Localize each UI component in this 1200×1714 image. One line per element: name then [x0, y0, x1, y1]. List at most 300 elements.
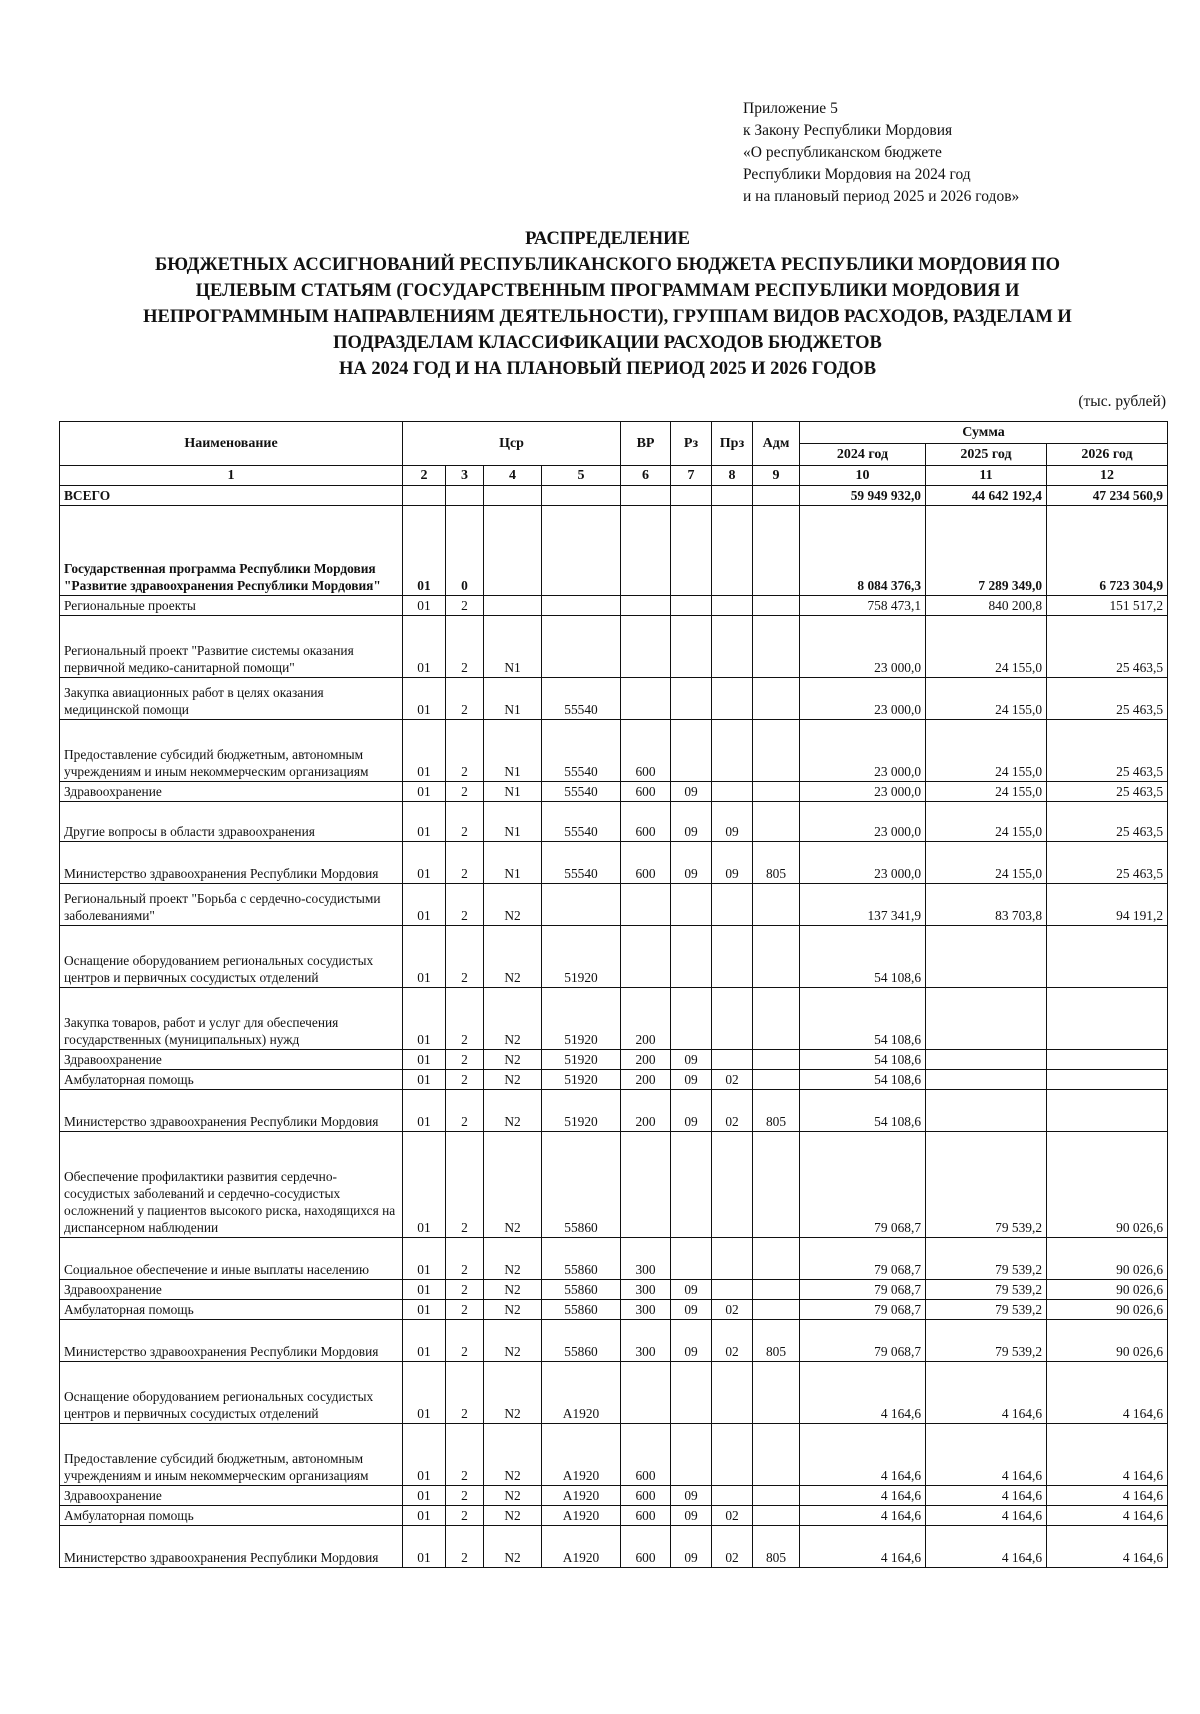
- amount-2024: 54 108,6: [800, 1090, 926, 1132]
- amount-2025: 24 155,0: [926, 782, 1047, 802]
- csr-project-code: N2: [484, 926, 542, 988]
- amount-2026: 4 164,6: [1047, 1424, 1168, 1486]
- csr-direction-code: 51920: [542, 1090, 621, 1132]
- rz-code: 09: [671, 1506, 712, 1526]
- csr-program-code: 01: [403, 1050, 446, 1070]
- amount-2026: 25 463,5: [1047, 616, 1168, 678]
- amount-2026: 6 723 304,9: [1047, 506, 1168, 596]
- rz-code: [671, 988, 712, 1050]
- csr-direction-code: [542, 486, 621, 506]
- amount-2025: 24 155,0: [926, 802, 1047, 842]
- amount-2024: 23 000,0: [800, 720, 926, 782]
- table-row: [60, 988, 1168, 1050]
- amount-2024: 79 068,7: [800, 1238, 926, 1280]
- vr-code: [621, 506, 671, 596]
- table-header: [60, 422, 1168, 486]
- adm-code: [753, 486, 800, 506]
- amount-2025: [926, 926, 1047, 988]
- column-number: 9: [753, 466, 800, 486]
- prz-code: [712, 486, 753, 506]
- prz-code: 09: [712, 802, 753, 842]
- csr-direction-code: 51920: [542, 1070, 621, 1090]
- adm-code: [753, 1238, 800, 1280]
- rz-code: 09: [671, 842, 712, 884]
- csr-project-code: N2: [484, 1300, 542, 1320]
- vr-code: 600: [621, 802, 671, 842]
- amount-2026: [1047, 926, 1168, 988]
- table-row: [60, 1070, 1168, 1090]
- header-vr: ВР: [621, 422, 671, 466]
- rz-code: 09: [671, 1526, 712, 1568]
- row-name: Государственная программа Республики Мордовия "Развитие здравоохранения Республики Мордовия": [60, 506, 403, 596]
- row-name: Здравоохранение: [60, 1050, 403, 1070]
- amount-2026: 90 026,6: [1047, 1280, 1168, 1300]
- amount-2026: [1047, 1050, 1168, 1070]
- csr-subprogram-code: 2: [446, 1362, 484, 1424]
- csr-program-code: 01: [403, 1320, 446, 1362]
- vr-code: 200: [621, 1050, 671, 1070]
- csr-program-code: 01: [403, 988, 446, 1050]
- row-name: Региональный проект "Развитие системы оказания первичной медико-санитарной помощи": [60, 616, 403, 678]
- csr-project-code: N2: [484, 1424, 542, 1486]
- rz-code: [671, 720, 712, 782]
- amount-2026: 25 463,5: [1047, 842, 1168, 884]
- csr-direction-code: A1920: [542, 1526, 621, 1568]
- column-number: 10: [800, 466, 926, 486]
- adm-code: [753, 1486, 800, 1506]
- budget-table: [59, 421, 1168, 1568]
- vr-code: 300: [621, 1280, 671, 1300]
- amount-2025: 4 164,6: [926, 1506, 1047, 1526]
- title-line: БЮДЖЕТНЫХ АССИГНОВАНИЙ РЕСПУБЛИКАНСКОГО БЮДЖЕТА РЕСПУБЛИКИ МОРДОВИЯ ПО: [154, 255, 1060, 275]
- amount-2024: 4 164,6: [800, 1506, 926, 1526]
- table-row: [60, 782, 1168, 802]
- appendix-note: [743, 98, 1019, 208]
- amount-2024: 79 068,7: [800, 1132, 926, 1238]
- row-name: Закупка товаров, работ и услуг для обеспечения государственных (муниципальных) нужд: [60, 988, 403, 1050]
- adm-code: [753, 1362, 800, 1424]
- row-name: Закупка авиационных работ в целях оказания медицинской помощи: [60, 678, 403, 720]
- vr-code: [621, 596, 671, 616]
- prz-code: [712, 1132, 753, 1238]
- adm-code: 805: [753, 842, 800, 884]
- csr-program-code: 01: [403, 720, 446, 782]
- csr-direction-code: [542, 596, 621, 616]
- column-number: 6: [621, 466, 671, 486]
- table-row: [60, 596, 1168, 616]
- vr-code: 600: [621, 1424, 671, 1486]
- adm-code: [753, 802, 800, 842]
- table-row: [60, 720, 1168, 782]
- csr-project-code: N1: [484, 720, 542, 782]
- csr-direction-code: [542, 506, 621, 596]
- amount-2026: 25 463,5: [1047, 782, 1168, 802]
- amount-2025: 24 155,0: [926, 678, 1047, 720]
- adm-code: [753, 988, 800, 1050]
- amount-2025: [926, 988, 1047, 1050]
- column-number-row: [60, 466, 1168, 486]
- csr-project-code: N2: [484, 1526, 542, 1568]
- csr-project-code: N2: [484, 884, 542, 926]
- csr-project-code: [484, 596, 542, 616]
- amount-2025: 840 200,8: [926, 596, 1047, 616]
- adm-code: [753, 1300, 800, 1320]
- appendix-line: Республики Мордовия на 2024 год: [743, 166, 971, 183]
- amount-2025: [926, 1050, 1047, 1070]
- amount-2026: 25 463,5: [1047, 720, 1168, 782]
- table-row: [60, 1320, 1168, 1362]
- column-number: 8: [712, 466, 753, 486]
- csr-direction-code: [542, 616, 621, 678]
- amount-2025: 79 539,2: [926, 1238, 1047, 1280]
- row-name: Предоставление субсидий бюджетным, автономным учреждениям и иным некоммерческим организациям: [60, 1424, 403, 1486]
- column-number: 4: [484, 466, 542, 486]
- adm-code: [753, 616, 800, 678]
- table-row: [60, 486, 1168, 506]
- table-row: [60, 1506, 1168, 1526]
- amount-2026: 4 164,6: [1047, 1486, 1168, 1506]
- csr-subprogram-code: 2: [446, 720, 484, 782]
- vr-code: [621, 616, 671, 678]
- header-name: Наименование: [60, 422, 403, 466]
- csr-subprogram-code: 0: [446, 506, 484, 596]
- amount-2024: 79 068,7: [800, 1320, 926, 1362]
- table-row: [60, 802, 1168, 842]
- prz-code: 02: [712, 1070, 753, 1090]
- row-name: ВСЕГО: [60, 486, 403, 506]
- table-row: [60, 678, 1168, 720]
- appendix-line: и на плановый период 2025 и 2026 годов»: [743, 188, 1020, 205]
- row-name: Амбулаторная помощь: [60, 1506, 403, 1526]
- amount-2024: 4 164,6: [800, 1486, 926, 1506]
- amount-2025: 24 155,0: [926, 720, 1047, 782]
- prz-code: [712, 678, 753, 720]
- amount-2024: 23 000,0: [800, 782, 926, 802]
- row-name: Амбулаторная помощь: [60, 1070, 403, 1090]
- csr-program-code: 01: [403, 506, 446, 596]
- csr-project-code: [484, 506, 542, 596]
- amount-2025: 4 164,6: [926, 1424, 1047, 1486]
- prz-code: 02: [712, 1090, 753, 1132]
- row-name: Амбулаторная помощь: [60, 1300, 403, 1320]
- prz-code: [712, 1424, 753, 1486]
- column-number: 2: [403, 466, 446, 486]
- amount-2025: 4 164,6: [926, 1486, 1047, 1506]
- rz-code: 09: [671, 1300, 712, 1320]
- csr-program-code: 01: [403, 842, 446, 884]
- amount-2026: 90 026,6: [1047, 1300, 1168, 1320]
- adm-code: 805: [753, 1320, 800, 1362]
- amount-2024: 59 949 932,0: [800, 486, 926, 506]
- table-row: [60, 926, 1168, 988]
- amount-2026: [1047, 988, 1168, 1050]
- column-number: 7: [671, 466, 712, 486]
- amount-2024: 54 108,6: [800, 988, 926, 1050]
- table-row: [60, 1132, 1168, 1238]
- csr-subprogram-code: 2: [446, 802, 484, 842]
- appendix-line: «О республиканском бюджете: [743, 144, 942, 161]
- csr-direction-code: 55860: [542, 1300, 621, 1320]
- rz-code: 09: [671, 782, 712, 802]
- csr-subprogram-code: 2: [446, 926, 484, 988]
- csr-program-code: [403, 486, 446, 506]
- row-name: Министерство здравоохранения Республики Мордовия: [60, 1526, 403, 1568]
- csr-subprogram-code: 2: [446, 1090, 484, 1132]
- table-row: [60, 1280, 1168, 1300]
- table-row: [60, 842, 1168, 884]
- adm-code: [753, 926, 800, 988]
- units-label: (тыс. рублей): [1078, 393, 1166, 410]
- vr-code: 300: [621, 1300, 671, 1320]
- csr-direction-code: 51920: [542, 926, 621, 988]
- csr-subprogram-code: 2: [446, 1300, 484, 1320]
- header-sum: Сумма: [800, 422, 1168, 444]
- csr-direction-code: 55860: [542, 1320, 621, 1362]
- amount-2026: 151 517,2: [1047, 596, 1168, 616]
- csr-direction-code: 51920: [542, 1050, 621, 1070]
- row-name: Региональные проекты: [60, 596, 403, 616]
- row-name: Оснащение оборудованием региональных сосудистых центров и первичных сосудистых отделений: [60, 1362, 403, 1424]
- prz-code: [712, 926, 753, 988]
- amount-2026: 90 026,6: [1047, 1132, 1168, 1238]
- table-row: [60, 506, 1168, 596]
- csr-project-code: N1: [484, 802, 542, 842]
- vr-code: [621, 678, 671, 720]
- amount-2025: 4 164,6: [926, 1362, 1047, 1424]
- csr-subprogram-code: 2: [446, 1238, 484, 1280]
- csr-direction-code: 51920: [542, 988, 621, 1050]
- adm-code: [753, 1050, 800, 1070]
- amount-2024: 4 164,6: [800, 1424, 926, 1486]
- amount-2024: 54 108,6: [800, 1050, 926, 1070]
- column-number: 11: [926, 466, 1047, 486]
- csr-subprogram-code: 2: [446, 1070, 484, 1090]
- csr-subprogram-code: 2: [446, 1424, 484, 1486]
- adm-code: [753, 782, 800, 802]
- vr-code: 200: [621, 1070, 671, 1090]
- prz-code: [712, 596, 753, 616]
- amount-2024: 54 108,6: [800, 926, 926, 988]
- header-2024: 2024 год: [800, 444, 926, 466]
- csr-subprogram-code: 2: [446, 1506, 484, 1526]
- prz-code: [712, 988, 753, 1050]
- vr-code: 600: [621, 842, 671, 884]
- vr-code: 600: [621, 782, 671, 802]
- table-row: [60, 1300, 1168, 1320]
- csr-project-code: N2: [484, 1090, 542, 1132]
- column-number: 5: [542, 466, 621, 486]
- amount-2024: 79 068,7: [800, 1300, 926, 1320]
- header-2026: 2026 год: [1047, 444, 1168, 466]
- csr-program-code: 01: [403, 1424, 446, 1486]
- adm-code: 805: [753, 1090, 800, 1132]
- csr-subprogram-code: 2: [446, 782, 484, 802]
- csr-direction-code: A1920: [542, 1362, 621, 1424]
- amount-2025: 79 539,2: [926, 1320, 1047, 1362]
- appendix-line: Приложение 5: [743, 100, 838, 117]
- csr-program-code: 01: [403, 1362, 446, 1424]
- csr-project-code: N2: [484, 1238, 542, 1280]
- title-line: РАСПРЕДЕЛЕНИЕ: [525, 229, 690, 249]
- csr-project-code: N2: [484, 1486, 542, 1506]
- rz-code: [671, 926, 712, 988]
- rz-code: [671, 596, 712, 616]
- amount-2024: 4 164,6: [800, 1362, 926, 1424]
- row-name: Другие вопросы в области здравоохранения: [60, 802, 403, 842]
- rz-code: 09: [671, 1280, 712, 1300]
- rz-code: [671, 1362, 712, 1424]
- csr-project-code: N1: [484, 678, 542, 720]
- amount-2025: 44 642 192,4: [926, 486, 1047, 506]
- vr-code: [621, 1132, 671, 1238]
- rz-code: 09: [671, 1070, 712, 1090]
- csr-subprogram-code: 2: [446, 842, 484, 884]
- csr-program-code: 01: [403, 926, 446, 988]
- adm-code: [753, 1280, 800, 1300]
- rz-code: [671, 1424, 712, 1486]
- amount-2024: 137 341,9: [800, 884, 926, 926]
- prz-code: 02: [712, 1300, 753, 1320]
- vr-code: 600: [621, 1486, 671, 1506]
- vr-code: 600: [621, 720, 671, 782]
- amount-2025: 83 703,8: [926, 884, 1047, 926]
- vr-code: 600: [621, 1506, 671, 1526]
- vr-code: 600: [621, 1526, 671, 1568]
- column-number: 3: [446, 466, 484, 486]
- csr-program-code: 01: [403, 678, 446, 720]
- csr-project-code: N2: [484, 988, 542, 1050]
- amount-2024: 23 000,0: [800, 616, 926, 678]
- row-name: Здравоохранение: [60, 782, 403, 802]
- title-line: НЕПРОГРАММНЫМ НАПРАВЛЕНИЯМ ДЕЯТЕЛЬНОСТИ), ГРУППАМ ВИДОВ РАСХОДОВ, РАЗДЕЛАМ И: [143, 307, 1072, 327]
- rz-code: [671, 486, 712, 506]
- amount-2025: 79 539,2: [926, 1280, 1047, 1300]
- csr-subprogram-code: 2: [446, 1050, 484, 1070]
- row-name: Оснащение оборудованием региональных сосудистых центров и первичных сосудистых отделений: [60, 926, 403, 988]
- rz-code: 09: [671, 1090, 712, 1132]
- prz-code: [712, 1486, 753, 1506]
- csr-subprogram-code: 2: [446, 1320, 484, 1362]
- appendix-line: к Закону Республики Мордовия: [743, 122, 953, 139]
- vr-code: 200: [621, 1090, 671, 1132]
- amount-2024: 758 473,1: [800, 596, 926, 616]
- table-row: [60, 1050, 1168, 1070]
- title-line: ЦЕЛЕВЫМ СТАТЬЯМ (ГОСУДАРСТВЕННЫМ ПРОГРАММАМ РЕСПУБЛИКИ МОРДОВИЯ И: [195, 281, 1020, 301]
- csr-subprogram-code: 2: [446, 1280, 484, 1300]
- amount-2025: 24 155,0: [926, 616, 1047, 678]
- amount-2026: [1047, 1070, 1168, 1090]
- csr-project-code: N1: [484, 616, 542, 678]
- csr-program-code: 01: [403, 802, 446, 842]
- amount-2026: 25 463,5: [1047, 678, 1168, 720]
- rz-code: 09: [671, 1486, 712, 1506]
- rz-code: [671, 616, 712, 678]
- amount-2024: 23 000,0: [800, 678, 926, 720]
- amount-2025: 24 155,0: [926, 842, 1047, 884]
- csr-project-code: N2: [484, 1280, 542, 1300]
- row-name: Министерство здравоохранения Республики Мордовия: [60, 1320, 403, 1362]
- amount-2026: 25 463,5: [1047, 802, 1168, 842]
- title-line: ПОДРАЗДЕЛАМ КЛАССИФИКАЦИИ РАСХОДОВ БЮДЖЕТОВ: [333, 333, 882, 353]
- csr-direction-code: 55540: [542, 720, 621, 782]
- csr-direction-code: 55860: [542, 1132, 621, 1238]
- row-name: Здравоохранение: [60, 1280, 403, 1300]
- prz-code: [712, 1280, 753, 1300]
- rz-code: 09: [671, 802, 712, 842]
- csr-program-code: 01: [403, 596, 446, 616]
- row-name: Министерство здравоохранения Республики Мордовия: [60, 842, 403, 884]
- csr-program-code: 01: [403, 1506, 446, 1526]
- csr-program-code: 01: [403, 1280, 446, 1300]
- amount-2026: 94 191,2: [1047, 884, 1168, 926]
- table-row: [60, 1362, 1168, 1424]
- table-row: [60, 1238, 1168, 1280]
- prz-code: [712, 506, 753, 596]
- amount-2026: 47 234 560,9: [1047, 486, 1168, 506]
- prz-code: [712, 720, 753, 782]
- vr-code: [621, 884, 671, 926]
- csr-program-code: 01: [403, 1132, 446, 1238]
- column-number: 1: [60, 466, 403, 486]
- amount-2024: 23 000,0: [800, 802, 926, 842]
- csr-subprogram-code: [446, 486, 484, 506]
- table-row: [60, 1486, 1168, 1506]
- amount-2024: 54 108,6: [800, 1070, 926, 1090]
- amount-2025: 79 539,2: [926, 1300, 1047, 1320]
- csr-program-code: 01: [403, 1070, 446, 1090]
- adm-code: 805: [753, 1526, 800, 1568]
- adm-code: [753, 596, 800, 616]
- adm-code: [753, 720, 800, 782]
- csr-subprogram-code: 2: [446, 678, 484, 720]
- adm-code: [753, 1506, 800, 1526]
- prz-code: [712, 1050, 753, 1070]
- csr-project-code: [484, 486, 542, 506]
- csr-subprogram-code: 2: [446, 884, 484, 926]
- amount-2026: 4 164,6: [1047, 1362, 1168, 1424]
- prz-code: 02: [712, 1320, 753, 1362]
- prz-code: [712, 1238, 753, 1280]
- csr-program-code: 01: [403, 1090, 446, 1132]
- csr-program-code: 01: [403, 1238, 446, 1280]
- row-name: Предоставление субсидий бюджетным, автономным учреждениям и иным некоммерческим организациям: [60, 720, 403, 782]
- adm-code: [753, 884, 800, 926]
- csr-project-code: N2: [484, 1050, 542, 1070]
- row-name: Министерство здравоохранения Республики Мордовия: [60, 1090, 403, 1132]
- rz-code: [671, 506, 712, 596]
- csr-program-code: 01: [403, 884, 446, 926]
- adm-code: [753, 678, 800, 720]
- csr-program-code: 01: [403, 1300, 446, 1320]
- amount-2025: 4 164,6: [926, 1526, 1047, 1568]
- header-csr: Цср: [403, 422, 621, 466]
- csr-subprogram-code: 2: [446, 1526, 484, 1568]
- adm-code: [753, 1424, 800, 1486]
- amount-2024: 23 000,0: [800, 842, 926, 884]
- csr-program-code: 01: [403, 1486, 446, 1506]
- vr-code: 200: [621, 988, 671, 1050]
- header-2025: 2025 год: [926, 444, 1047, 466]
- column-number: 12: [1047, 466, 1168, 486]
- amount-2024: 8 084 376,3: [800, 506, 926, 596]
- amount-2025: [926, 1090, 1047, 1132]
- amount-2024: 79 068,7: [800, 1280, 926, 1300]
- csr-project-code: N1: [484, 842, 542, 884]
- adm-code: [753, 1132, 800, 1238]
- vr-code: 300: [621, 1238, 671, 1280]
- amount-2026: [1047, 1090, 1168, 1132]
- csr-direction-code: A1920: [542, 1486, 621, 1506]
